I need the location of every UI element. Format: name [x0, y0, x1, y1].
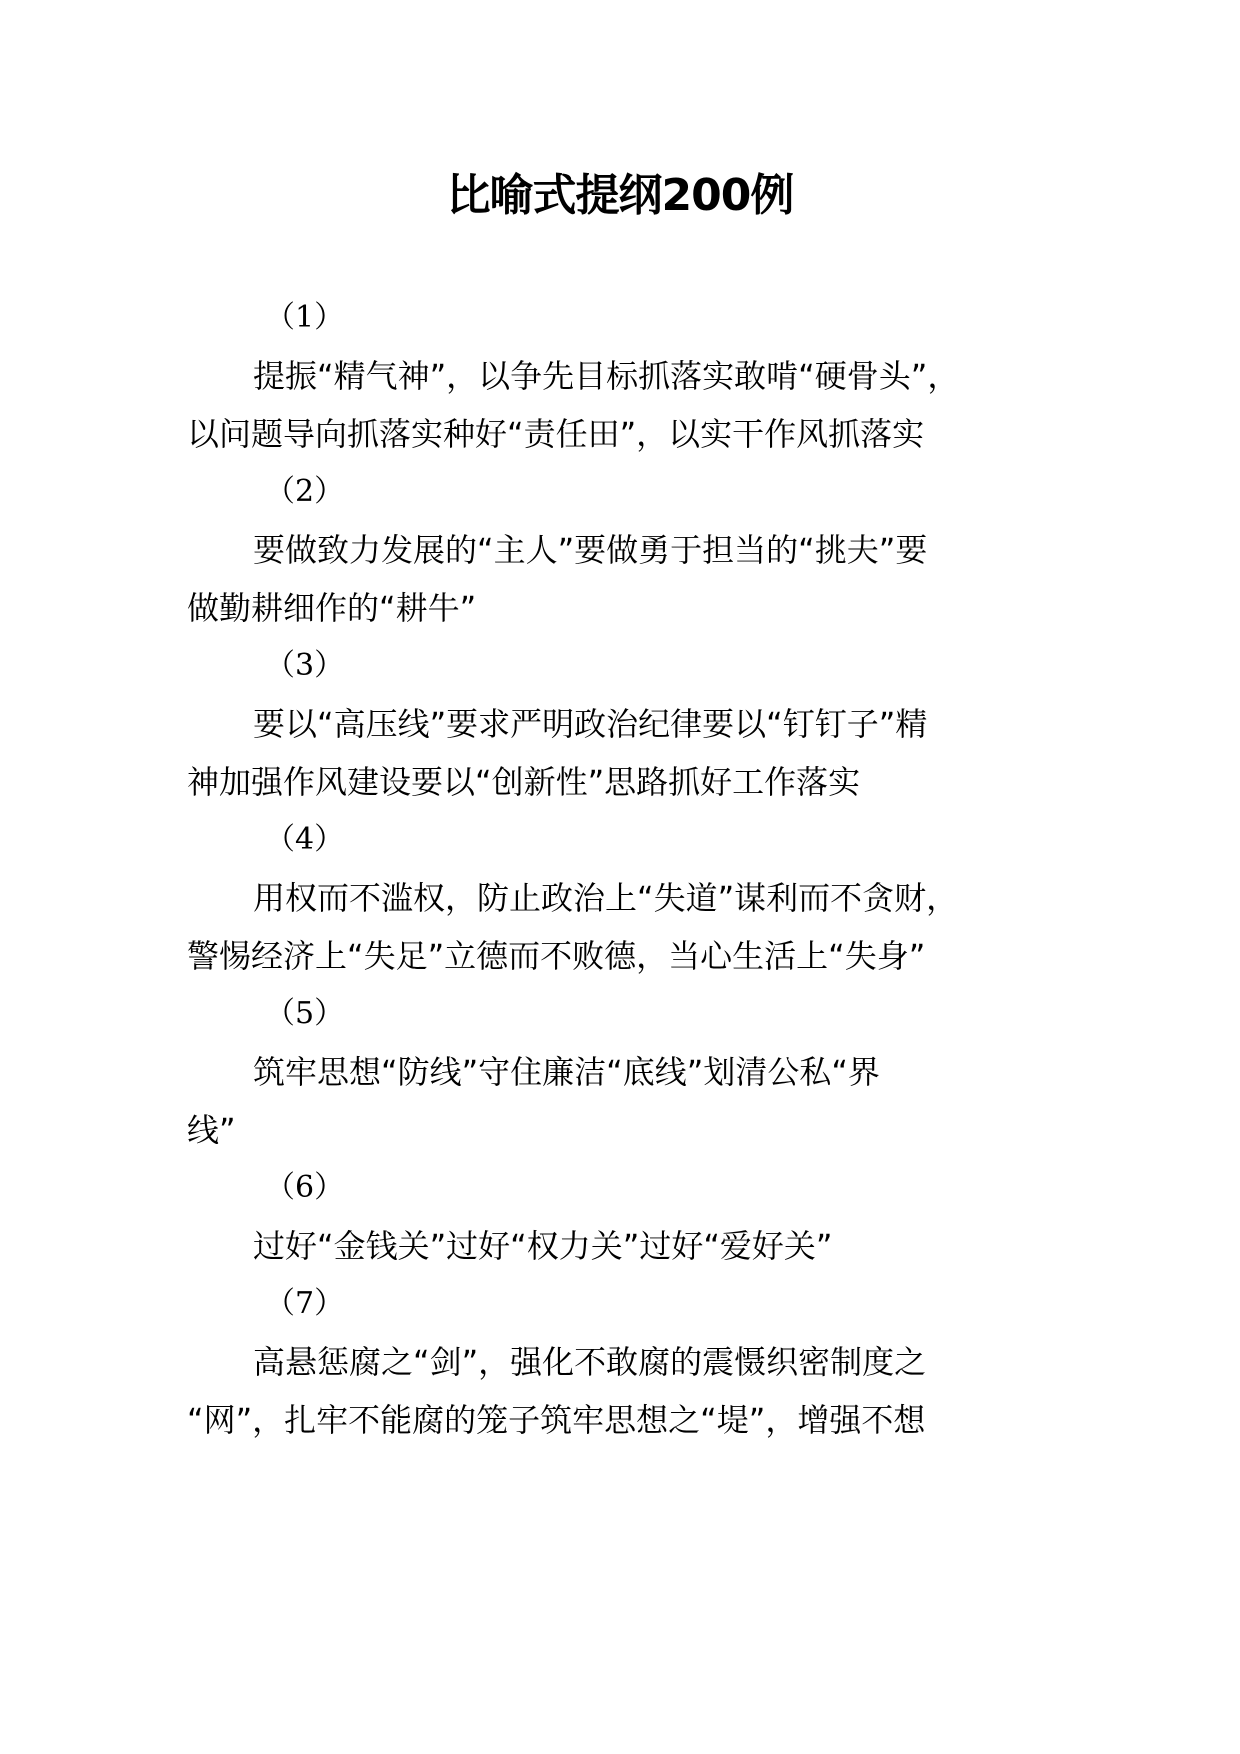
paragraph-line: 做勤耕细作的“耕牛” [187, 589, 477, 627]
paragraph-line: 警惕经济上“失足”立德而不败德，当心生活上“失身” [187, 937, 926, 975]
item-number: （2） [265, 474, 345, 509]
paragraph-line: 筑牢思想“防线”守住廉洁“底线”划清公私“界 [253, 1053, 880, 1091]
paragraph-line: 提振“精气神”，以争先目标抓落实敢啃“硬骨头”， [253, 357, 960, 395]
paragraph-line: 线” [187, 1111, 236, 1149]
item-number: （1） [265, 300, 345, 335]
paragraph-line: 过好“金钱关”过好“权力关”过好“爱好关” [253, 1227, 833, 1265]
item-number: （3） [265, 648, 345, 683]
paragraph-line: 高悬惩腐之“剑”，强化不敢腐的震慑织密制度之 [253, 1343, 927, 1381]
paragraph-line: 神加强作风建设要以“创新性”思路抓好工作落实 [187, 763, 861, 801]
paragraph-line: 要做致力发展的“主人”要做勇于担当的“挑夫”要 [253, 531, 928, 569]
document-title: 比喻式提纲200例 [446, 170, 794, 221]
paragraph-line: 以问题导向抓落实种好“责任田”，以实干作风抓落实 [187, 415, 925, 453]
paragraph-line: “网”，扎牢不能腐的笼子筑牢思想之“堤”，增强不想 [187, 1401, 926, 1439]
item-number: （7） [265, 1286, 345, 1321]
paragraph-line: 用权而不滥权，防止政治上“失道”谋利而不贪财， [253, 879, 959, 917]
item-number: （6） [265, 1170, 345, 1205]
item-number: （5） [265, 996, 345, 1031]
paragraph-line: 要以“高压线”要求严明政治纪律要以“钉钉子”精 [253, 705, 928, 743]
item-number: （4） [265, 822, 345, 857]
